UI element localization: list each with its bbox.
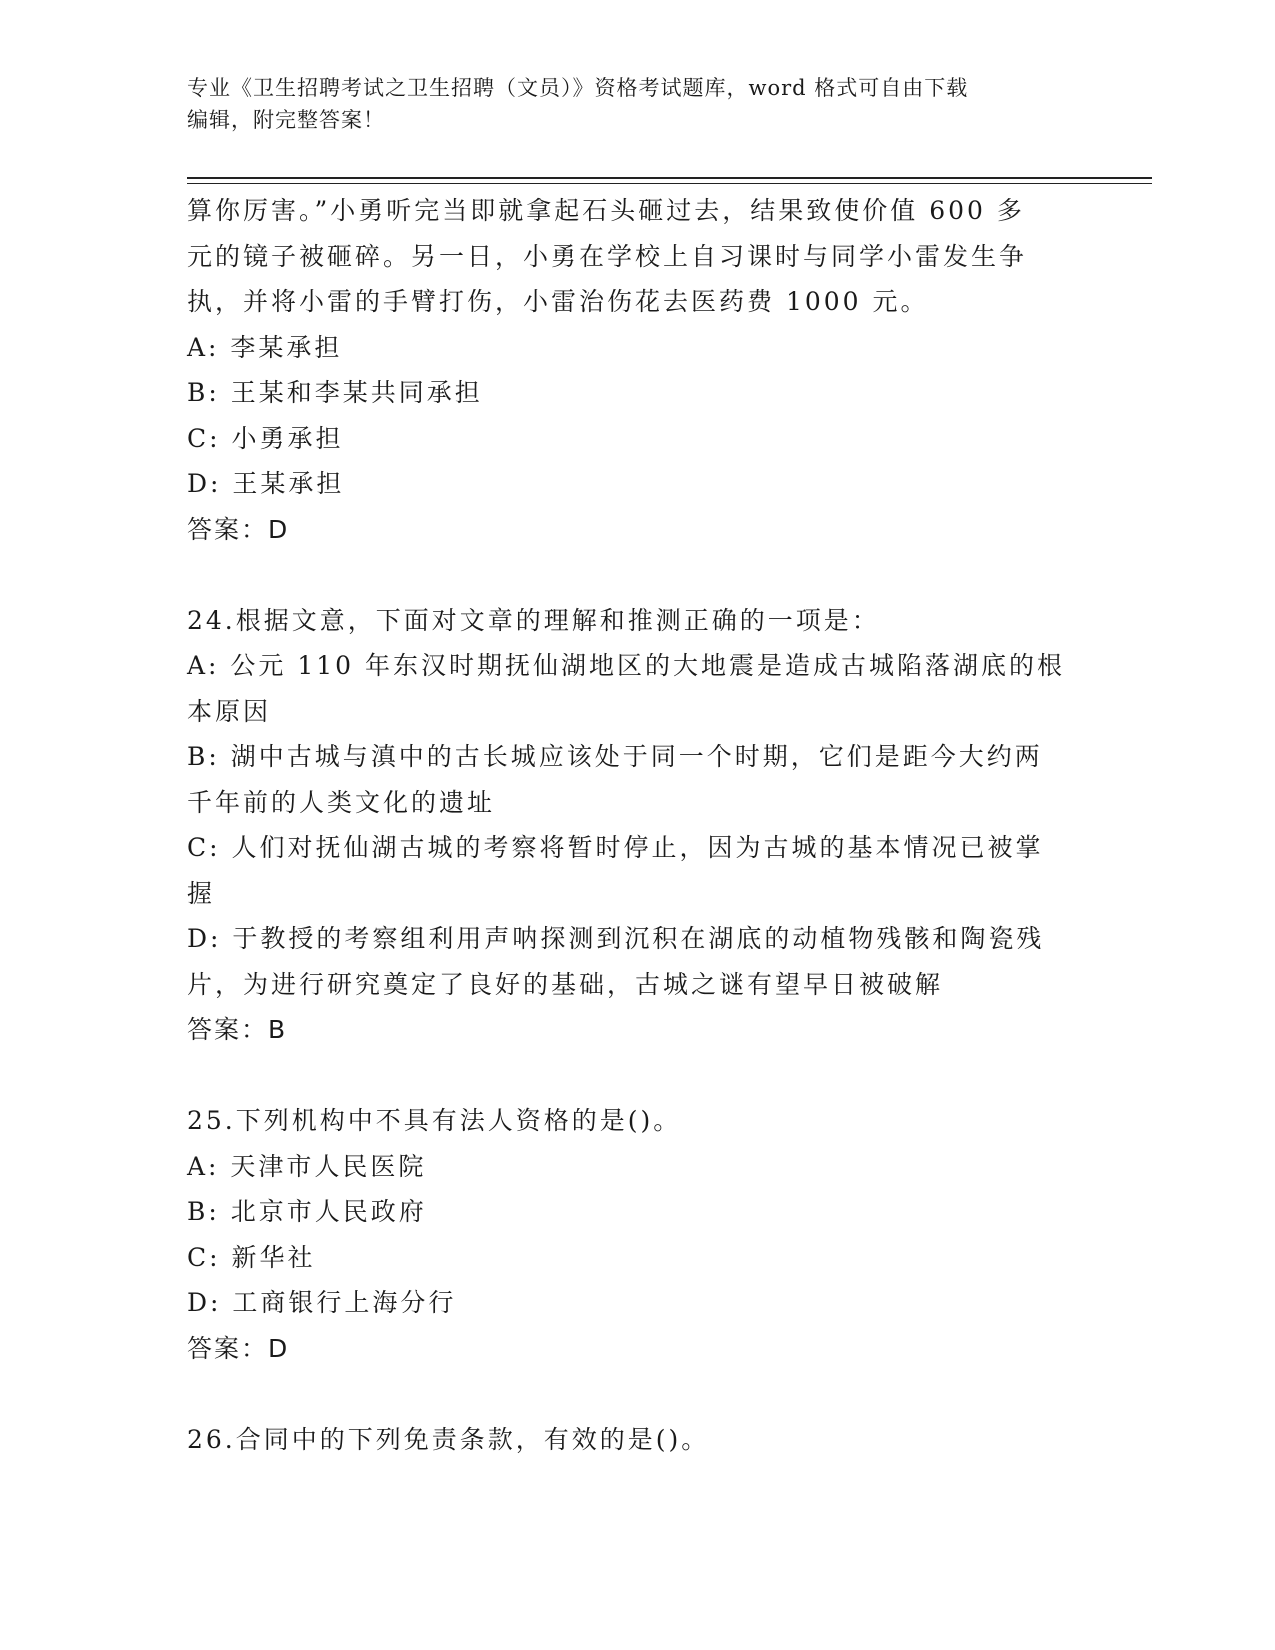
option-d-continued: 片，为进行研究奠定了良好的基础，古城之谜有望早日被破解 (187, 969, 944, 999)
option-a: A: 李某承担 (187, 332, 343, 362)
option-c: C: 新华社 (187, 1242, 316, 1272)
option-b: B: 北京市人民政府 (187, 1197, 427, 1226)
question-stem-line: 算你厉害。”小勇听完当即就拿起石头砸过去，结果致使价值 600 多 (187, 196, 1025, 225)
question-stem-line: 元的镜子被砸碎。另一日，小勇在学校上自习课时与同学小雷发生争 (187, 241, 1028, 271)
question-24 (187, 598, 1087, 1053)
question-25 (187, 1098, 1087, 1371)
option-b: B: 王某和李某共同承担 (187, 378, 483, 407)
header-line-1: 专业《卫生招聘考试之卫生招聘（文员）》资格考试题库，word 格式可自由下载 (187, 76, 969, 100)
question-stem-line: 执，并将小雷的手臂打伤，小雷治伤花去医药费 1000 元。 (187, 287, 929, 316)
option-b-continued: 千年前的人类文化的遗址 (187, 787, 496, 817)
spacer (187, 1371, 1087, 1417)
answer-line: 答案：B (187, 1015, 288, 1044)
option-c: C: 人们对抚仙湖古城的考察将暂时停止，因为古城的基本情况已被掌 (187, 833, 1044, 862)
question-23 (187, 188, 1087, 552)
option-a-continued: 本原因 (187, 696, 272, 726)
question-content (187, 188, 1087, 1462)
document-header (187, 72, 1067, 136)
header-rule-thin (187, 183, 1152, 184)
option-b: B: 湖中古城与滇中的古长城应该处于同一个时期，它们是距今大约两 (187, 742, 1043, 771)
header-rule-thick (187, 177, 1152, 179)
header-line-2: 编辑，附完整答案！ (187, 108, 385, 132)
option-a: A: 天津市人民医院 (187, 1151, 427, 1181)
question-26 (187, 1417, 1087, 1463)
option-c-continued: 握 (187, 878, 216, 908)
option-a: A: 公元 110 年东汉时期抚仙湖地区的大地震是造成古城陷落湖底的根 (187, 651, 1066, 680)
spacer (187, 552, 1087, 598)
answer-line: 答案：D (187, 514, 290, 544)
option-d: D: 于教授的考察组利用声呐探测到沉积在湖底的动植物残骸和陶瓷残 (187, 924, 1045, 953)
question-stem: 24.根据文意，下面对文章的理解和推测正确的一项是： (187, 605, 880, 635)
spacer (187, 1053, 1087, 1099)
question-stem: 25.下列机构中不具有法人资格的是()。 (187, 1106, 682, 1135)
answer-line: 答案：D (187, 1333, 290, 1363)
option-d: D: 工商银行上海分行 (187, 1288, 457, 1317)
question-stem: 26.合同中的下列免责条款，有效的是()。 (187, 1424, 710, 1454)
option-c: C: 小勇承担 (187, 423, 344, 453)
option-d: D: 王某承担 (187, 469, 345, 498)
